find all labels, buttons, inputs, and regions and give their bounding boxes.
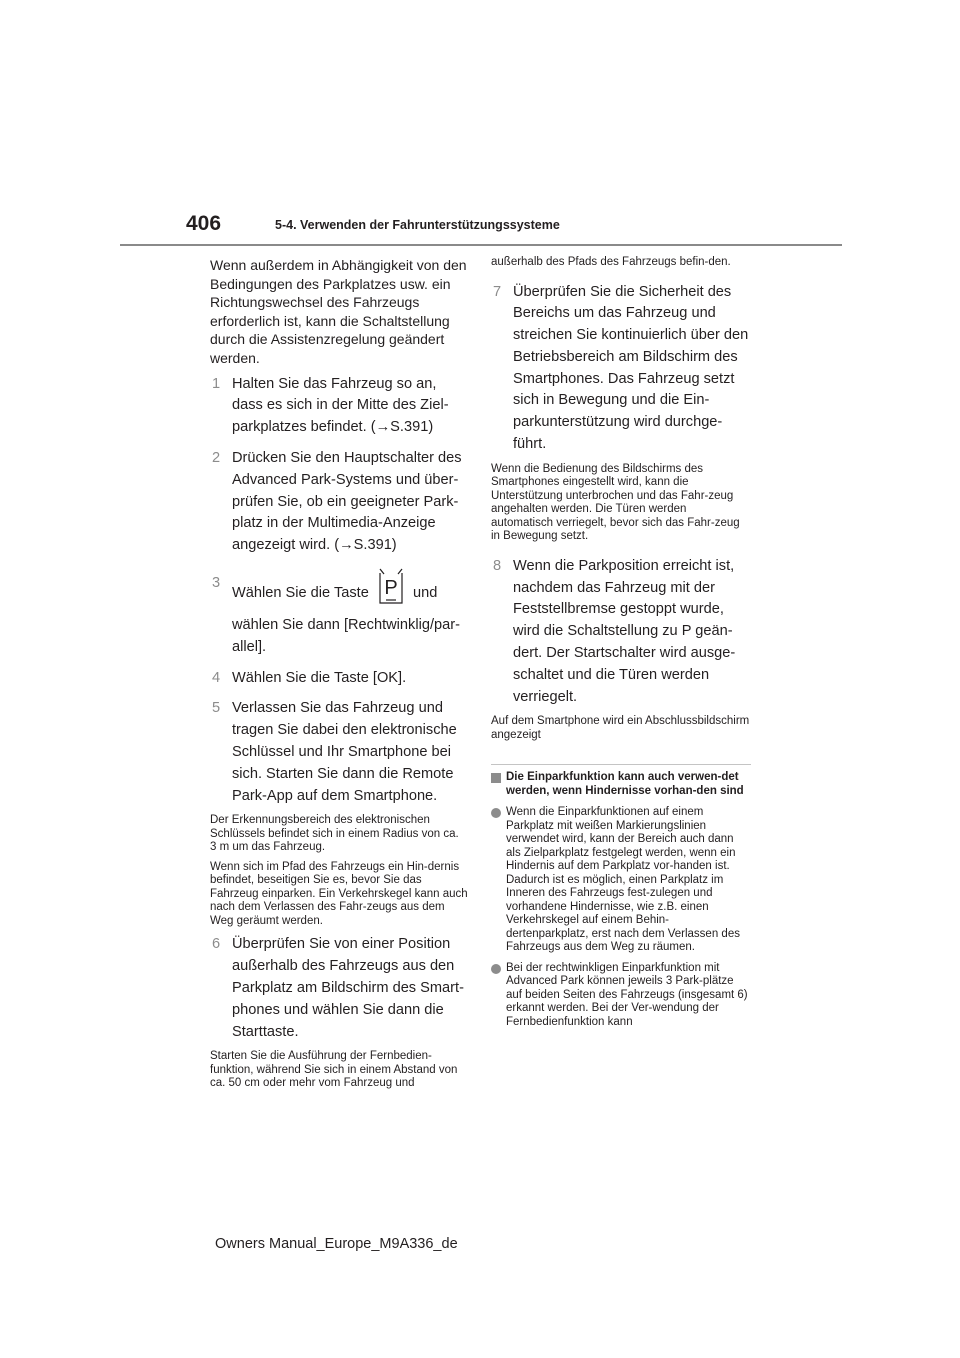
step-4	[210, 668, 468, 690]
section-heading-text: Die Einparkfunktion kann auch verwen-det werden, wenn Hindernisse vorhan-den sind	[506, 771, 744, 797]
step-number: 3	[212, 574, 221, 591]
bullet-item	[491, 962, 751, 1030]
step-text: Halten Sie das Fahrzeug so an, dass es sich in der Mitte des Ziel-parkplatzes befindet. (→S.391)	[232, 375, 449, 436]
step-text-before: Wählen Sie die Taste	[232, 584, 369, 601]
circle-bullet-icon	[491, 964, 501, 974]
step-number: 8	[493, 557, 502, 574]
step-1	[210, 374, 468, 439]
step-5	[210, 698, 468, 807]
step-text-rest: wählen Sie dann [Rechtwinklig/par-allel].	[232, 616, 460, 655]
step-text: Verlassen Sie das Fahrzeug und tragen Sie dabei den elektronische Schlüssel und Ihr Smartphone bei sich. Starten Sie dann die Remote Park-App auf dem Smartphone.	[232, 700, 457, 804]
bullet-text: Wenn die Einparkfunktionen auf einem Parkplatz mit weißen Markierungslinien verwendet wird, kann der Bereich auch dann als Zielparkplatz festgelegt werden, wenn ein Hindernis auf dem Parkplatz vor-handen ist. Dadurch ist es möglich, einen Parkplatz im Inneren des Fahrzeugs fest-zulegen und vorhandene Hindernisse, wie z.B. einen Verkehrskegel auf einem Behin-dertenparkplatz, erst nach dem Verlassen des Fahrzeugs aus dem Weg zu räumen.	[506, 806, 740, 954]
step-number: 5	[212, 700, 221, 717]
step-text: Überprüfen Sie die Sicherheit des Bereichs um das Fahrzeug und streichen Sie kontinuierlich über den Betriebsbereich am Bildschirm des Smartphones. Das Fahrzeug setzt sich in Bewegung und die Ein-parkunterstützung wird durchge-führt.	[513, 283, 749, 453]
left-column	[210, 256, 468, 1097]
step-number: 1	[212, 375, 221, 392]
section-title: 5-4. Verwenden der Fahrunterstützungssysteme	[275, 218, 560, 232]
step-text: Wählen Sie die Taste [OK].	[232, 669, 407, 686]
step-8	[491, 556, 751, 709]
p-key-icon	[377, 567, 405, 607]
bullet-text: Bei der rechtwinkligen Einparkfunktion mit Advanced Park können jeweils 3 Park-plätze auf beiden Seiten des Fahrzeugs (insgesamt 6) erkannt werden. Bei der Ver-wendung der Fernbedienfunktion kann	[506, 961, 748, 1028]
intro-paragraph: Wenn außerdem in Abhängigkeit von den Bedingungen des Parkplatzes usw. ein Richtungswechsel des Fahrzeugs erforderlich ist, kann die Schaltstellung durch die Assistenzregelung geändert werden.	[210, 257, 467, 366]
step-6	[210, 934, 468, 1043]
right-column	[491, 256, 751, 1036]
page-number: 406	[186, 212, 222, 235]
step-text: Wenn die Parkposition erreicht ist, nachdem das Fahrzeug mit der Feststellbremse gestoppt wurde, wird die Schaltstellung zu P geän-dert. Der Startschalter wird ausge-schaltet und die Türen werden verriegelt.	[513, 557, 736, 705]
step-number: 2	[212, 449, 221, 466]
step-text-after: und	[412, 584, 438, 601]
header-rule	[120, 244, 842, 246]
step-3	[210, 573, 468, 659]
note-obstacle: Wenn sich im Pfad des Fahrzeugs ein Hin-dernis befindet, beseitigen Sie es, bevor Sie das Fahrzeug einparken. Ein Verkehrskegel kann auch nach dem Verlassen des Fahr-zeugs aus dem Weg geräumt werden.	[210, 860, 468, 927]
step-number: 4	[212, 669, 221, 686]
step-text: Drücken Sie den Hauptschalter des Advanced Park-Systems und über-prüfen Sie, ob ein geeigneter Park-platz in der Multimedia-Anzeige angezeigt wird. (→S.391)	[232, 449, 462, 554]
note-remote-distance: Starten Sie die Ausführung der Fernbedien-funktion, während Sie sich in einem Abstand von ca. 50 cm oder mehr vom Fahrzeug und	[210, 1050, 458, 1090]
step-7	[491, 282, 751, 456]
note-interruption: Wenn die Bedienung des Bildschirms des Smartphones eingestellt wird, kann die Unterstützung unterbrochen und das Fahr-zeug angehalten werden. Die Türen werden automatisch verriegelt, bevor sich das Fahr-zeug in Bewegung setzt.	[491, 462, 740, 543]
section-heading	[491, 771, 751, 798]
section-divider	[491, 764, 751, 765]
step-number: 6	[212, 936, 221, 953]
p-key-label: P	[384, 576, 398, 599]
note-remote-distance-cont: außerhalb des Pfads des Fahrzeugs befin-den.	[491, 256, 731, 268]
footer-doc-id: Owners Manual_Europe_M9A336_de	[215, 1236, 458, 1252]
bullet-item	[491, 806, 751, 955]
note-completion: Auf dem Smartphone wird ein Abschlussbildschirm angezeigt	[491, 715, 750, 741]
circle-bullet-icon	[491, 808, 501, 818]
step-2	[210, 448, 468, 557]
step-text: Überprüfen Sie von einer Position außerhalb des Fahrzeugs aus den Parkplatz am Bildschirm des Smart-phones und wählen Sie dann die Starttaste.	[232, 936, 464, 1040]
square-bullet-icon	[491, 773, 501, 783]
note-detection-range: Der Erkennungsbereich des elektronischen Schlüssels befindet sich in einem Radius von ca. 3 m um das Fahrzeug.	[210, 814, 459, 854]
step-number: 7	[493, 283, 502, 300]
